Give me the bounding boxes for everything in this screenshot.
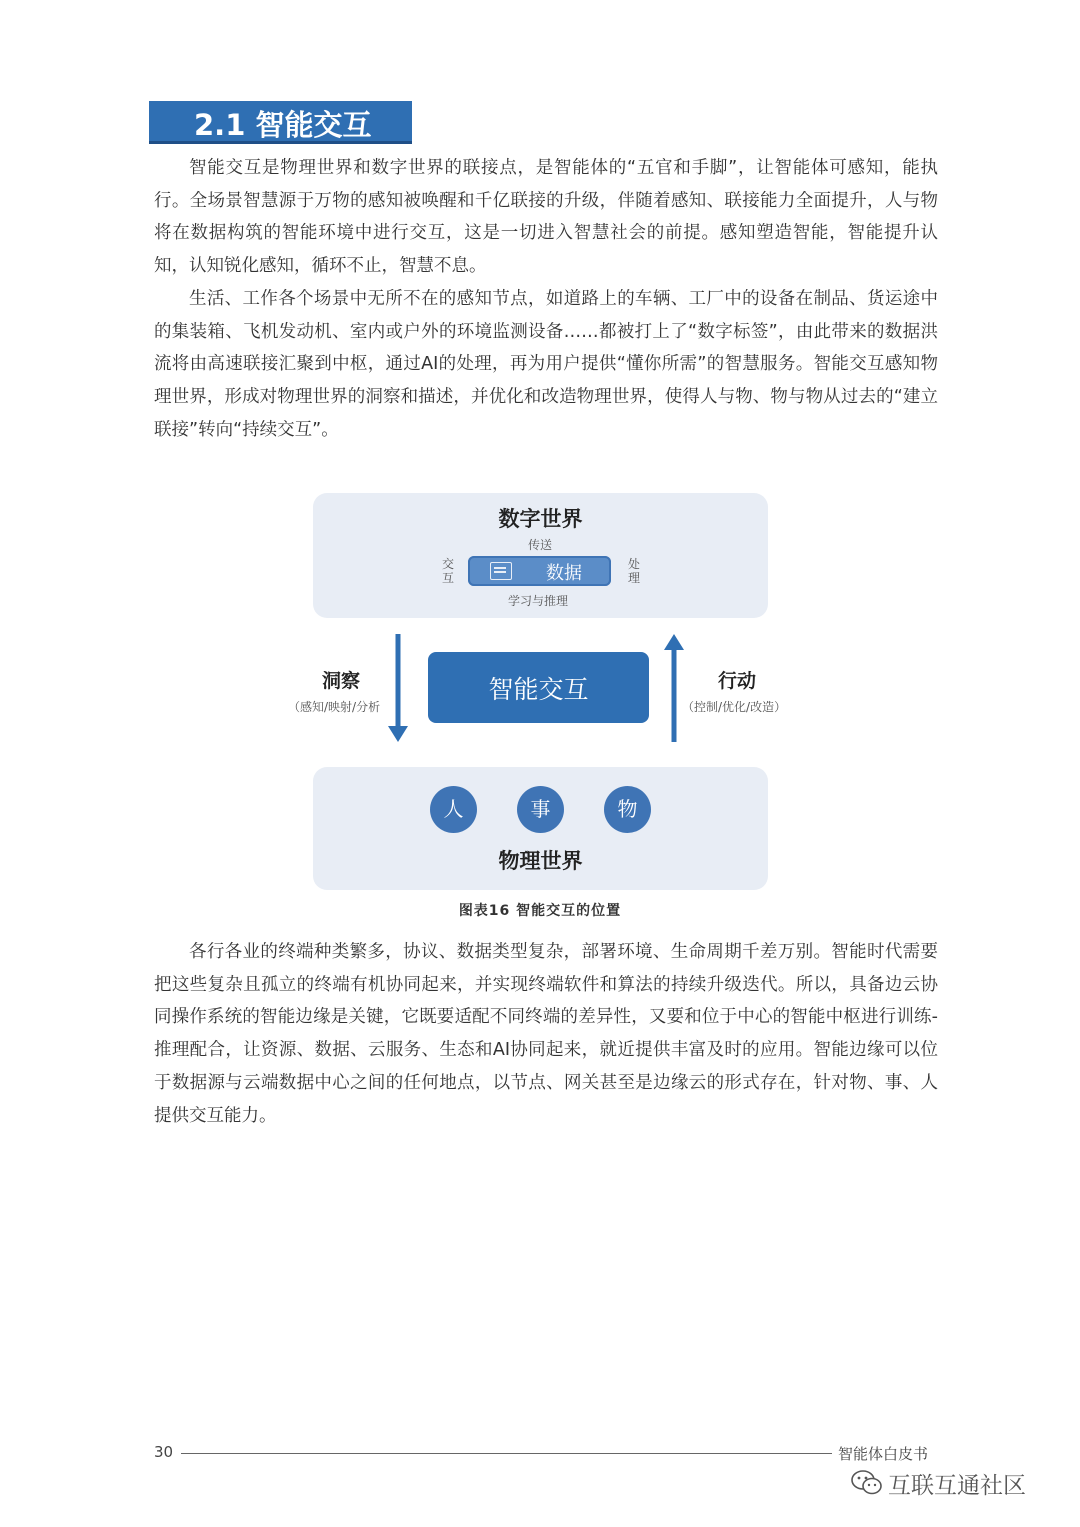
physical-world-title: 物理世界: [498, 849, 583, 873]
down-arrow-icon: [388, 634, 408, 742]
data-chip-icon: [490, 562, 512, 580]
paragraph-sensing-nodes: 生活、工作各个场景中无所不在的感知节点，如道路上的车辆、工厂中的设备在制品、货运途中的集装箱、飞机发动机、室内或户外的环境监测设备……都被打上了“数字标签”，由此带来的数据洪流将由高速联接汇聚到中枢，通过AI的处理，再为用户提供“懂你所需”的智慧服务。智能交互感知物理世界，形成对物理世界的洞察和描述，并优化和改造物理世界，使得人与物、物与物从过去的“建立联接”转向“持续交互”。: [154, 289, 938, 440]
page-number: 30: [154, 1443, 174, 1461]
up-arrow-icon: [664, 634, 684, 742]
footer-divider: [181, 1453, 832, 1454]
section-header: [149, 101, 412, 144]
action-subtitle: （控制/优化/改造）: [682, 700, 787, 714]
insight-subtitle: （感知/映射/分析: [288, 700, 381, 714]
digital-world-title: 数字世界: [498, 507, 583, 531]
data-label: 数据: [546, 563, 582, 584]
insight-title: 洞察: [322, 670, 361, 692]
thing-circle: 物: [604, 786, 651, 833]
learn-infer-label: 学习与推理: [508, 594, 569, 608]
process-label: 处理: [627, 557, 640, 585]
core-box: [428, 652, 649, 723]
action-title: 行动: [718, 670, 757, 692]
person-circle: 人: [430, 786, 477, 833]
event-circle: 事: [517, 786, 564, 833]
data-box: [468, 556, 611, 586]
paragraph-edge: 各行各业的终端种类繁多，协议、数据类型复杂，部署环境、生命周期千差万别。智能时代需要把这些复杂且孤立的终端有机协同起来，并实现终端软件和算法的持续升级迭代。所以，具备边云协同操作系统的智能边缘是关键，它既要适配不同终端的差异性，又要和位于中心的智能中枢进行训练-推理配合，让资源、数据、云服务、生态和AI协同起来，就近提供丰富及时的应用。智能边缘可以位于数据源与云端数据中心之间的任何地点，以节点、网关甚至是边缘云的形式存在，针对物、事、人提供交互能力。: [154, 942, 938, 1126]
watermark-text: 互联互通社区: [888, 1473, 1026, 1499]
core-label: 智能交互: [488, 675, 589, 704]
figure-caption: 图表16 智能交互的位置: [458, 903, 622, 919]
wechat-icon: [850, 1469, 884, 1497]
paragraph-intro: 智能交互是物理世界和数字世界的联接点，是智能体的“五官和手脚”，让智能体可感知，能执行。全场景智慧源于万物的感知被唤醒和千亿联接的升级，伴随着感知、联接能力全面提升，人与物将在数据构筑的智能环境中进行交互，这是一切进入智慧社会的前提。感知塑造智能，智能提升认知，认知锐化感知，循环不止，智慧不息。: [154, 158, 938, 277]
transmit-label: 传送: [528, 538, 553, 552]
section-title: 2.1 智能交互: [194, 108, 372, 142]
interact-label: 交互: [441, 557, 454, 585]
book-title: 智能体白皮书: [838, 1445, 929, 1463]
